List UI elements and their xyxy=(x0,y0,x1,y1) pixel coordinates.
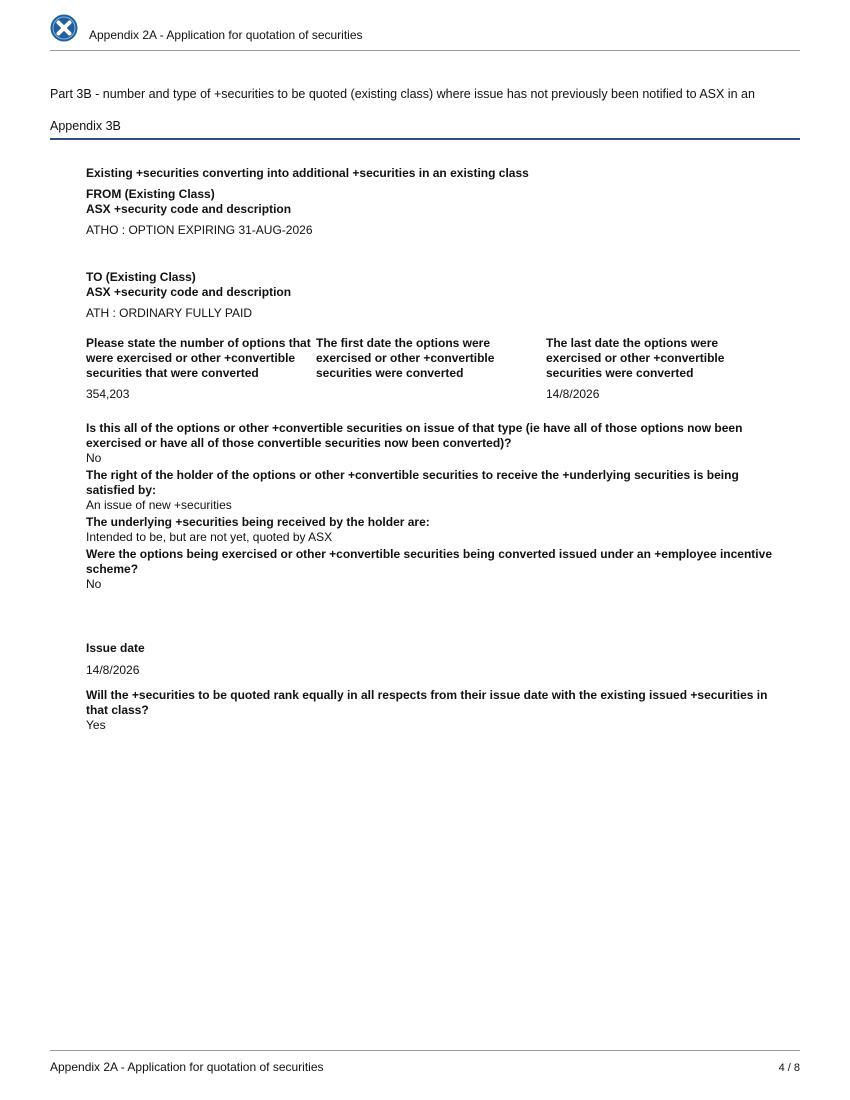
to-code-label: ASX +security code and description xyxy=(86,285,292,299)
conversion-details xyxy=(86,336,786,401)
question-answer: No xyxy=(86,577,102,591)
question-item xyxy=(86,515,786,544)
question-item xyxy=(86,421,786,465)
options-converted-label: Please state the number of options that were exercised or other +convertible securities that were converted xyxy=(86,336,311,380)
question-text: The underlying +securities being received by the holder are: xyxy=(86,515,430,529)
page-number: 4 / 8 xyxy=(778,1062,800,1074)
question-text: The right of the holder of the options or other +convertible securities to receive the +underlying securities is being satisfied by: xyxy=(86,468,739,497)
last-date-label: The last date the options were exercised or other +convertible securities were converted xyxy=(546,336,725,380)
question-item xyxy=(86,468,786,512)
rank-answer: Yes xyxy=(86,718,106,732)
to-value: ATH : ORDINARY FULLY PAID xyxy=(86,306,253,320)
question-answer: No xyxy=(86,451,102,465)
page-footer xyxy=(50,1050,800,1074)
part-title: Part 3B - number and type of +securities to be quoted (existing class) where issue has not previously been notified to ASX in an Appendix 3B xyxy=(50,87,755,133)
question-text: Were the options being exercised or other +convertible securities being converted issued under an +employee incentive scheme? xyxy=(86,547,772,576)
options-converted-value: 354,203 xyxy=(86,387,130,401)
header-title: Appendix 2A - Application for quotation of securities xyxy=(89,28,363,42)
question-text: Is this all of the options or other +convertible securities on issue of that type (ie have all of those options now been exercised or have all of those convertible securities now been converted)? xyxy=(86,421,743,450)
issue-date-label: Issue date xyxy=(86,641,145,655)
last-date-column xyxy=(546,336,776,401)
rank-question: Will the +securities to be quoted rank equally in all respects from their issue date with the existing issued +securities in that class? xyxy=(86,688,768,717)
section-divider xyxy=(50,138,800,140)
last-date-value: 14/8/2026 xyxy=(546,387,600,401)
options-converted-column xyxy=(86,336,316,401)
conversion-heading: Existing +securities converting into additional +securities in an existing class xyxy=(86,166,529,180)
question-list xyxy=(86,421,786,591)
first-date-column xyxy=(316,336,546,401)
to-label: TO (Existing Class) xyxy=(86,270,196,284)
asx-logo-icon xyxy=(50,14,78,42)
issue-date-value: 14/8/2026 xyxy=(86,663,140,677)
first-date-label: The first date the options were exercised or other +convertible securities were converted xyxy=(316,336,495,380)
question-answer: Intended to be, but are not yet, quoted by ASX xyxy=(86,530,333,544)
from-value: ATHO : OPTION EXPIRING 31-AUG-2026 xyxy=(86,223,313,237)
footer-title: Appendix 2A - Application for quotation of securities xyxy=(50,1060,324,1074)
from-label: FROM (Existing Class) xyxy=(86,187,215,201)
from-code-label: ASX +security code and description xyxy=(86,202,292,216)
question-answer: An issue of new +securities xyxy=(86,498,232,512)
page-header xyxy=(50,12,800,51)
main-content xyxy=(86,166,786,732)
question-item xyxy=(86,547,786,591)
